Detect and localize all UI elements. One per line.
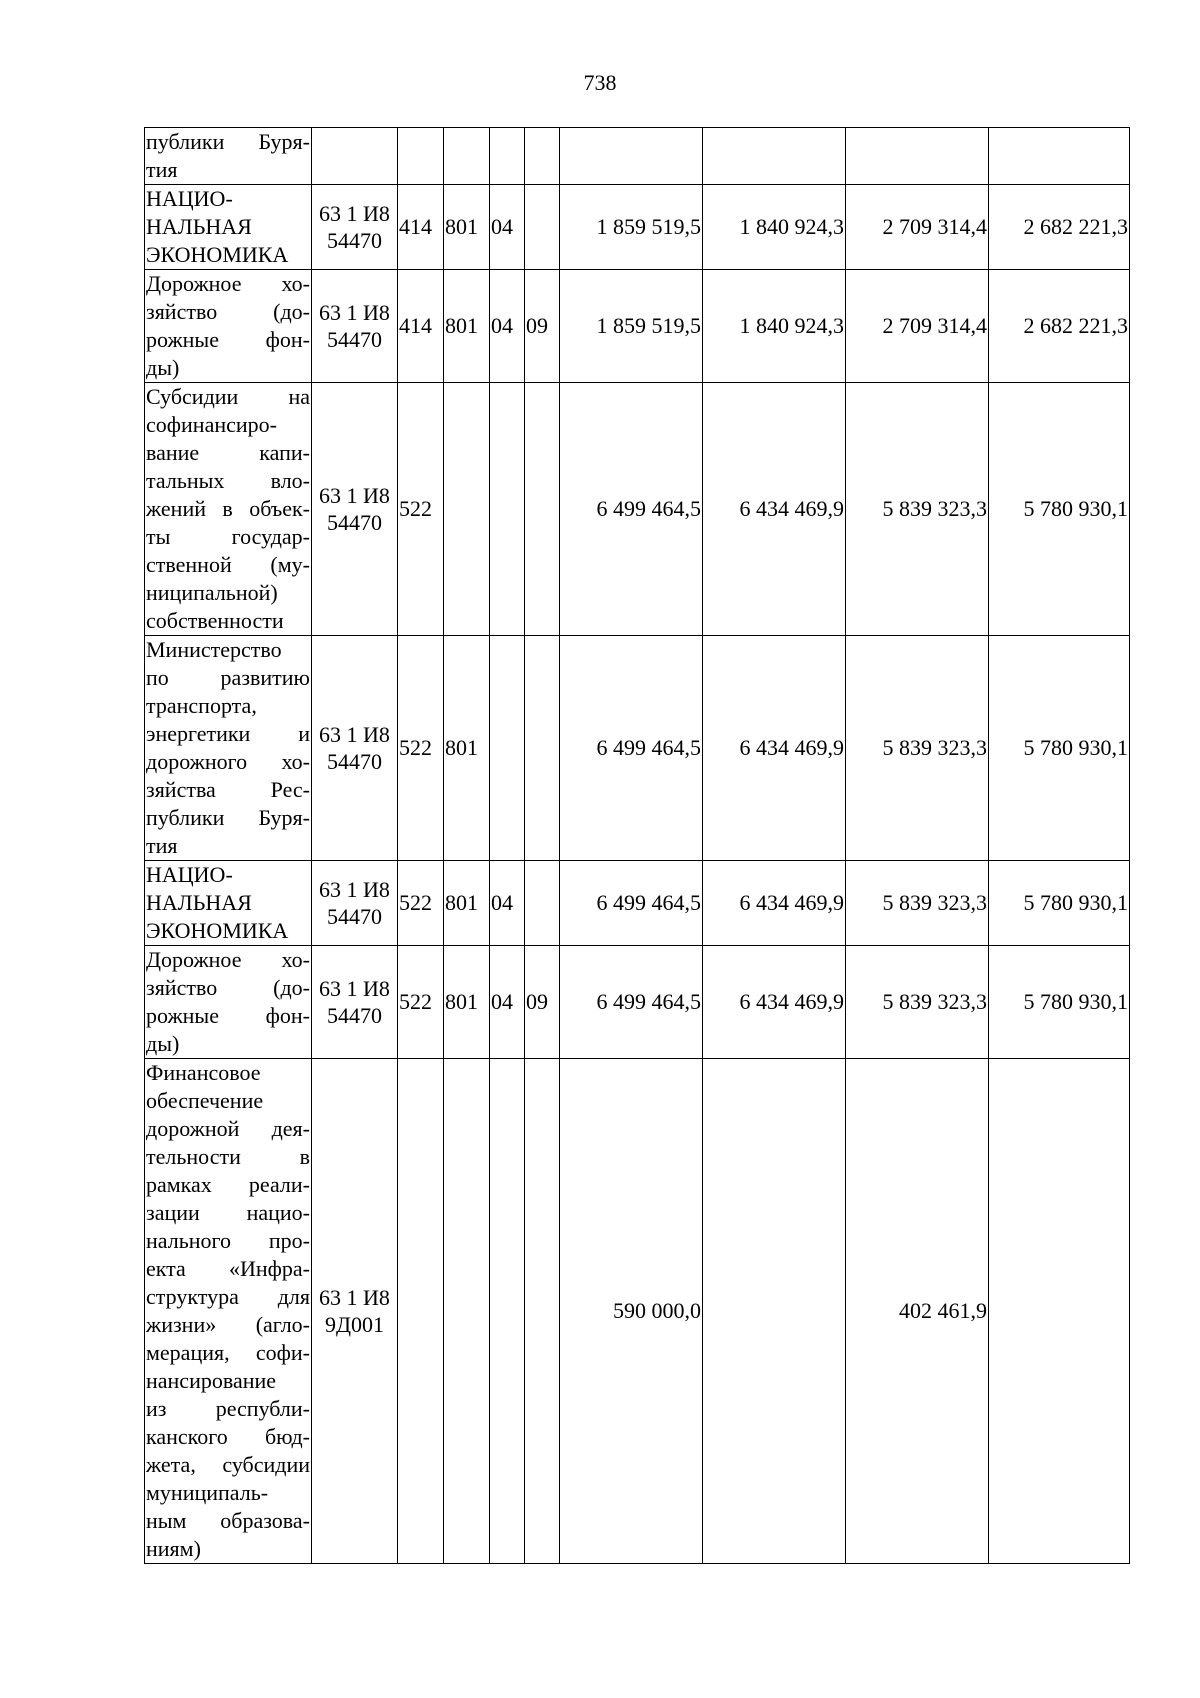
amount-cell-4: 5 780 930,1 — [989, 861, 1130, 946]
section-code-cell — [490, 636, 525, 861]
amount-cell-3: 5 839 323,3 — [846, 946, 989, 1059]
row-name-line: НАЛЬНАЯ — [146, 214, 252, 239]
vr-code-cell: 522 — [398, 636, 444, 861]
csr-code-line: 54470 — [327, 1003, 382, 1028]
csr-code-cell — [312, 1059, 398, 1564]
page-number: 738 — [583, 70, 617, 95]
grbs-code-cell: 801 — [444, 861, 490, 946]
csr-code-line: 63 1 И8 — [319, 1285, 390, 1310]
row-name-line: энергетики и — [146, 721, 310, 746]
row-name-line: собственности — [146, 608, 284, 633]
vr-code-cell: 414 — [398, 270, 444, 383]
amount-cell-3: 2 709 314,4 — [846, 270, 989, 383]
row-name-line: нансирование — [146, 1368, 277, 1393]
row-name-cell — [145, 270, 312, 383]
vr-code-cell: 522 — [398, 383, 444, 636]
amount-cell-1 — [560, 128, 703, 185]
row-name-line: мерация, софи- — [146, 1340, 310, 1365]
row-name-line: рожные фон- — [146, 327, 310, 352]
amount-cell-2: 1 840 924,3 — [703, 185, 846, 270]
row-name-line: зации нацио- — [146, 1200, 310, 1225]
grbs-code-cell: 801 — [444, 946, 490, 1059]
amount-cell-1: 590 000,0 — [560, 1059, 703, 1564]
row-name-line: жизни» (агло- — [146, 1312, 310, 1337]
row-name-line: жета, субсидии — [146, 1452, 310, 1477]
vr-code-cell — [398, 128, 444, 185]
grbs-code-cell — [444, 383, 490, 636]
csr-code-cell — [312, 185, 398, 270]
row-name-cell — [145, 946, 312, 1059]
row-name-line: зяйство (до- — [146, 299, 310, 324]
row-name-line: Дорожное хо- — [146, 271, 310, 296]
amount-cell-3 — [846, 128, 989, 185]
row-name-line: публики Буря- — [146, 805, 310, 830]
row-name-cell — [145, 1059, 312, 1564]
subsection-code-cell — [525, 128, 560, 185]
row-name-line: рамках реали- — [146, 1172, 310, 1197]
table-body — [145, 128, 1130, 1564]
row-name-cell — [145, 861, 312, 946]
subsection-code-cell — [525, 185, 560, 270]
row-name-line: зяйства Рес- — [146, 777, 310, 802]
row-name-line: софинансиро- — [146, 412, 277, 437]
amount-cell-4: 5 780 930,1 — [989, 946, 1130, 1059]
row-name-line: тельности в — [146, 1144, 310, 1169]
subsection-code-cell — [525, 861, 560, 946]
amount-cell-2: 1 840 924,3 — [703, 270, 846, 383]
amount-cell-1: 1 859 519,5 — [560, 270, 703, 383]
csr-code-line: 63 1 И8 — [319, 976, 390, 1001]
budget-table — [144, 127, 1130, 1564]
amount-cell-1: 1 859 519,5 — [560, 185, 703, 270]
section-code-cell — [490, 1059, 525, 1564]
amount-cell-3: 5 839 323,3 — [846, 861, 989, 946]
row-name-line: рожные фон- — [146, 1003, 310, 1028]
amount-cell-2: 6 434 469,9 — [703, 946, 846, 1059]
vr-code-cell: 522 — [398, 861, 444, 946]
csr-code-cell — [312, 636, 398, 861]
section-code-cell: 04 — [490, 946, 525, 1059]
row-name-line: Субсидии на — [146, 384, 310, 409]
csr-code-line: 63 1 И8 — [319, 300, 390, 325]
amount-cell-4: 5 780 930,1 — [989, 383, 1130, 636]
table-row — [145, 636, 1130, 861]
subsection-code-cell: 09 — [525, 270, 560, 383]
row-name-line: дорожной дея- — [146, 1116, 310, 1141]
amount-cell-4: 5 780 930,1 — [989, 636, 1130, 861]
row-name-line: канского бюд- — [146, 1424, 310, 1449]
amount-cell-4 — [989, 1059, 1130, 1564]
amount-cell-2 — [703, 128, 846, 185]
csr-code-line: 9Д001 — [324, 1312, 384, 1337]
subsection-code-cell: 09 — [525, 946, 560, 1059]
table-row — [145, 185, 1130, 270]
row-name-line: обеспечение — [146, 1088, 264, 1113]
amount-cell-2: 6 434 469,9 — [703, 861, 846, 946]
row-name-line: жений в объек- — [146, 496, 310, 521]
vr-code-cell: 414 — [398, 185, 444, 270]
row-name-line: публики Буря- — [146, 129, 310, 154]
table-row — [145, 946, 1130, 1059]
amount-cell-3: 5 839 323,3 — [846, 383, 989, 636]
amount-cell-4 — [989, 128, 1130, 185]
table-row — [145, 1059, 1130, 1564]
row-name-line: ты государ- — [146, 524, 310, 549]
table-row — [145, 270, 1130, 383]
row-name-line: зяйство (до- — [146, 975, 310, 1000]
grbs-code-cell: 801 — [444, 270, 490, 383]
grbs-code-cell — [444, 128, 490, 185]
row-name-line: ниципальной) — [146, 580, 278, 605]
row-name-line: дорожного хо- — [146, 749, 310, 774]
amount-cell-1: 6 499 464,5 — [560, 383, 703, 636]
row-name-cell — [145, 636, 312, 861]
amount-cell-3: 2 709 314,4 — [846, 185, 989, 270]
grbs-code-cell: 801 — [444, 636, 490, 861]
amount-cell-4: 2 682 221,3 — [989, 185, 1130, 270]
row-name-line: тия — [146, 833, 178, 858]
table-row — [145, 383, 1130, 636]
amount-cell-3: 402 461,9 — [846, 1059, 989, 1564]
row-name-line: Министерство — [146, 637, 282, 662]
row-name-cell — [145, 383, 312, 636]
subsection-code-cell — [525, 383, 560, 636]
row-name-line: ЭКОНОМИКА — [146, 242, 289, 267]
row-name-line: структура для — [146, 1284, 310, 1309]
grbs-code-cell: 801 — [444, 185, 490, 270]
csr-code-line: 54470 — [327, 510, 382, 535]
csr-code-cell — [312, 270, 398, 383]
vr-code-cell: 522 — [398, 946, 444, 1059]
amount-cell-1: 6 499 464,5 — [560, 946, 703, 1059]
table-row — [145, 861, 1130, 946]
grbs-code-cell — [444, 1059, 490, 1564]
row-name-line: Дорожное хо- — [146, 947, 310, 972]
csr-code-cell — [312, 946, 398, 1059]
csr-code-cell — [312, 128, 398, 185]
row-name-line: ды) — [146, 355, 180, 380]
amount-cell-1: 6 499 464,5 — [560, 861, 703, 946]
amount-cell-2: 6 434 469,9 — [703, 383, 846, 636]
row-name-line: тия — [146, 157, 178, 182]
row-name-line: НАЦИО- — [146, 186, 233, 211]
row-name-line: из республи- — [146, 1396, 310, 1421]
row-name-line: екта «Инфра- — [146, 1256, 310, 1281]
row-name-line: нального про- — [146, 1228, 310, 1253]
row-name-line: ным образова- — [146, 1508, 310, 1533]
row-name-line: по развитию — [146, 665, 310, 690]
row-name-line: Финансовое — [146, 1060, 261, 1085]
subsection-code-cell — [525, 1059, 560, 1564]
row-name-line: ниям) — [146, 1536, 201, 1561]
amount-cell-2: 6 434 469,9 — [703, 636, 846, 861]
csr-code-line: 63 1 И8 — [319, 722, 390, 747]
table-row — [145, 128, 1130, 185]
row-name-line: НАЦИО- — [146, 862, 233, 887]
row-name-line: муниципаль- — [146, 1480, 269, 1505]
row-name-line: ственной (му- — [146, 552, 310, 577]
csr-code-cell — [312, 861, 398, 946]
vr-code-cell — [398, 1059, 444, 1564]
csr-code-line: 54470 — [327, 904, 382, 929]
row-name-line: тальных вло- — [146, 468, 310, 493]
section-code-cell — [490, 383, 525, 636]
csr-code-line: 54470 — [327, 228, 382, 253]
csr-code-cell — [312, 383, 398, 636]
csr-code-line: 54470 — [327, 327, 382, 352]
section-code-cell: 04 — [490, 270, 525, 383]
amount-cell-1: 6 499 464,5 — [560, 636, 703, 861]
section-code-cell: 04 — [490, 185, 525, 270]
row-name-line: транспорта, — [146, 693, 257, 718]
amount-cell-2 — [703, 1059, 846, 1564]
row-name-line: ЭКОНОМИКА — [146, 918, 289, 943]
row-name-line: ды) — [146, 1031, 180, 1056]
row-name-cell — [145, 185, 312, 270]
section-code-cell: 04 — [490, 861, 525, 946]
subsection-code-cell — [525, 636, 560, 861]
row-name-line: НАЛЬНАЯ — [146, 890, 252, 915]
row-name-line: вание капи- — [146, 440, 310, 465]
csr-code-line: 63 1 И8 — [319, 483, 390, 508]
amount-cell-4: 2 682 221,3 — [989, 270, 1130, 383]
amount-cell-3: 5 839 323,3 — [846, 636, 989, 861]
row-name-cell — [145, 128, 312, 185]
csr-code-line: 54470 — [327, 749, 382, 774]
csr-code-line: 63 1 И8 — [319, 201, 390, 226]
csr-code-line: 63 1 И8 — [319, 877, 390, 902]
section-code-cell — [490, 128, 525, 185]
